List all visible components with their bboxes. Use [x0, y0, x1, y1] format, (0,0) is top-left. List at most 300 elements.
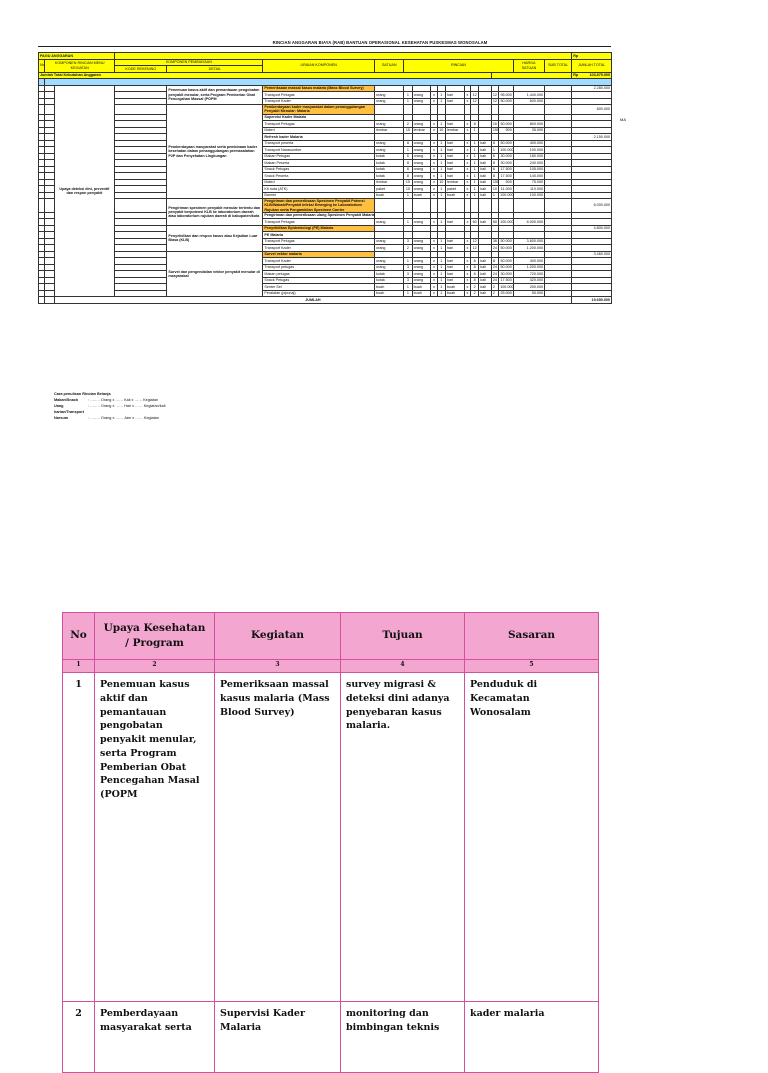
harga-cell: 30.000 — [500, 160, 512, 165]
subtotal-cell: 420.000 — [513, 277, 544, 284]
times-cell: x — [464, 284, 470, 291]
jumlah-total-cell: 2.150.000 — [572, 134, 612, 141]
unit-cell — [412, 199, 431, 213]
qty-cell: 1 — [437, 277, 445, 284]
qty-cell: 3 — [404, 238, 412, 245]
unit-cell — [479, 105, 492, 115]
unit-cell: orang — [412, 186, 431, 193]
header-sub-total: SUB TOTAL — [545, 59, 572, 72]
jumlah-total-cell: 800.000 — [572, 105, 612, 115]
jumlah-total-cell: 6.000.000 — [572, 199, 612, 213]
qty-cell — [404, 105, 412, 115]
harga-cell: 100.000 — [500, 284, 514, 289]
qty-cell: 1 — [404, 192, 412, 199]
volume-cell: 1 — [491, 147, 498, 154]
row-upaya: Penemuan kasus aktif dan pemantauan pengobatan penyakit menular, serta Program Pemberian Obat Pencegahan Masal (POPM — [95, 673, 215, 1002]
header-no: No — [39, 59, 45, 72]
times-cell: x — [431, 166, 437, 173]
unit-cell: orang — [412, 179, 431, 186]
blank-cell — [545, 199, 572, 213]
times-cell: x — [464, 245, 470, 252]
unit-cell — [445, 199, 464, 213]
uraian-cell: Kit ruda (ATK) — [263, 186, 375, 193]
qty-cell: 2 — [404, 245, 412, 252]
qty-cell: 1 — [404, 258, 412, 265]
times-cell: x — [464, 127, 470, 134]
title-divider — [38, 46, 611, 47]
subtotal-cell: 50.000 — [513, 290, 544, 297]
total-value: 103.875.000 — [589, 73, 610, 78]
program-table — [62, 612, 599, 1073]
kode-rekening-cell — [115, 105, 167, 115]
row-sasaran: Penduduk di Kecamatan Wonosalam — [465, 673, 599, 1002]
times-cell: x — [431, 186, 437, 193]
kegiatan-cell: Survei dan pengendalian vektor penyakit menular di masyarakat — [167, 251, 263, 297]
volume-cell: 2 — [491, 290, 498, 297]
times-cell: x — [431, 264, 437, 271]
unit-cell: kali — [479, 277, 492, 284]
unit-cell — [445, 105, 464, 115]
unit-cell: orang — [412, 277, 431, 284]
harga-cell: 50.000 — [500, 141, 512, 146]
subtotal-cell: 105.000 — [513, 166, 544, 173]
qty-cell: 1 — [437, 166, 445, 173]
unit-cell: kali — [479, 264, 492, 271]
satuan-cell: lembar — [375, 127, 404, 134]
harga-cell: 17.500 — [500, 173, 512, 178]
qty-cell: 8 — [471, 264, 479, 271]
unit-cell: hari — [445, 173, 464, 180]
harga-cell: 500 — [499, 179, 514, 186]
satuan-cell: kotak — [375, 173, 404, 180]
qty-cell: 1 — [437, 121, 445, 128]
side-note: MA — [620, 117, 626, 122]
qty-cell: 1 — [471, 160, 479, 167]
satuan-cell: kotak — [375, 166, 404, 173]
qty-cell: 12 — [471, 238, 479, 245]
header-jumlah-total: JUMLAH TOTAL — [572, 59, 612, 72]
volume-cell: 2 — [491, 284, 498, 291]
satuan-cell: orang — [375, 98, 404, 105]
program-table-header — [63, 613, 599, 660]
harga-cell: 50.000 — [500, 265, 512, 270]
kegiatan-cell: Penemuan kasus aktif dan pemantauan pengobatan penyakit menular, serta Program Pemberian Obat Pencegahan Massal (POPM — [167, 85, 263, 105]
times-cell: x — [431, 160, 437, 167]
legend-row — [54, 403, 165, 415]
harga-cell: 30.000 — [500, 154, 512, 159]
qty-cell: 1 — [404, 98, 412, 105]
times-cell: x — [464, 160, 470, 167]
times-cell: x — [431, 284, 437, 291]
uraian-highlight: Pemeriksaan massal kasus malaria (Mass Blood Survey) — [263, 85, 375, 92]
legend-row — [54, 415, 165, 421]
unit-cell: kali — [479, 179, 492, 186]
qty-cell: 6 — [404, 153, 412, 160]
qty-cell: 2 — [471, 284, 479, 291]
volume-cell: 6 — [491, 166, 498, 173]
satuan-cell: orang — [375, 219, 404, 226]
pagu-rp: Rp — [572, 53, 612, 60]
qty-cell: 1 — [437, 186, 445, 193]
unit-cell: buah — [445, 192, 464, 199]
qty-cell: 2 — [404, 121, 412, 128]
unit-cell: buah — [412, 192, 431, 199]
unit-cell: hari — [445, 245, 464, 252]
subtotal-cell: 6.000.000 — [513, 219, 544, 226]
times-cell: x — [464, 290, 470, 297]
uraian-cell: Makan Peserta — [263, 160, 375, 167]
unit-cell: orang — [412, 147, 431, 154]
qty-cell: 1 — [437, 192, 445, 199]
harga-cell: 50.000 — [500, 239, 512, 244]
qty-cell: 8 — [471, 277, 479, 284]
qty-cell: 60 — [471, 219, 479, 226]
volume-cell: 8 — [491, 160, 498, 167]
qty-cell: 1 — [471, 186, 479, 193]
qty-cell: 3 — [404, 264, 412, 271]
rab-sub-cell — [45, 297, 54, 304]
times-cell: x — [431, 121, 437, 128]
subtotal-cell: 140.000 — [513, 173, 544, 180]
uraian-cell: Snack Petugas — [263, 166, 375, 173]
unit-cell: orang — [412, 140, 431, 147]
qty-cell: 8 — [471, 121, 479, 128]
satuan-cell: orang — [375, 245, 404, 252]
satuan-cell: orang — [375, 121, 404, 128]
qty-cell: 1 — [437, 245, 445, 252]
qty-cell: 1 — [404, 219, 412, 226]
column-number: 1 — [63, 660, 95, 673]
unit-cell: kali — [479, 258, 492, 265]
times-cell: x — [464, 166, 470, 173]
header-satuan: SATUAN — [375, 59, 404, 72]
satuan-cell: paket — [375, 186, 404, 193]
qty-cell: 8 — [404, 173, 412, 180]
times-cell: x — [464, 140, 470, 147]
header-detail: DETAIL — [167, 66, 263, 73]
uraian-cell: PE Malaria — [263, 232, 375, 239]
times-cell: x — [431, 153, 437, 160]
times-cell: x — [431, 271, 437, 278]
satuan-cell: orang — [375, 258, 404, 265]
column-number: 5 — [465, 660, 599, 673]
volume-cell: 8 — [491, 173, 498, 180]
qty-cell: 1 — [437, 98, 445, 105]
times-cell: x — [431, 147, 437, 154]
unit-cell: orang — [412, 160, 431, 167]
uraian-highlight: Penyelidikan Epidemiologi (PE) Malaria — [263, 225, 375, 232]
qty-cell: 1 — [471, 179, 479, 186]
volume-cell — [491, 105, 498, 115]
row-sasaran: kader malaria — [465, 1002, 599, 1073]
volume-cell: 24 — [492, 245, 497, 250]
unit-cell: orang — [412, 264, 431, 271]
legend-label: Uang harian/Transport — [54, 404, 84, 414]
volume-cell: 60 — [492, 219, 497, 224]
header-rincian: RINCIAN — [404, 59, 514, 72]
qty-cell: 12 — [471, 92, 479, 99]
kegiatan-cell: Pengiriman spesimen penyakit menular tertentu dan penyakit berpotensi KLB ke laboratorium daerah atau laboratorium rujukan daerah di kabupaten/kota — [167, 199, 263, 226]
rab-row — [39, 199, 612, 213]
subtotal-cell: 35.000 — [513, 127, 544, 134]
qty-cell: 1 — [471, 173, 479, 180]
uraian-cell: Transport Kader — [263, 258, 375, 265]
jumlah-total-cell: 3.460.000 — [572, 251, 612, 258]
qty-cell: 15 — [404, 179, 412, 186]
qty-cell: 8 — [471, 258, 479, 265]
kode-rekening-cell — [115, 199, 167, 213]
unit-cell: orang — [412, 245, 431, 252]
uraian-highlight: Pemberdayaan kader masyarakat dalam penanggulangan Penyakit Menular: Malaria — [263, 105, 375, 115]
subtotal-cell: 1.200.000 — [513, 245, 544, 252]
volume-cell: 24 — [492, 278, 497, 283]
volume-cell: 36 — [492, 239, 497, 244]
jumlah-total-cell: 4.800.000 — [572, 225, 612, 232]
times-cell: x — [431, 173, 437, 180]
uraian-cell: Transport Petugas — [263, 238, 375, 245]
unit-cell: hari — [445, 153, 464, 160]
qty-cell: 8 — [404, 140, 412, 147]
subtotal-cell: 75.000 — [513, 179, 544, 186]
rab-table — [38, 52, 612, 304]
uraian-cell: Snack Peserta — [263, 173, 375, 180]
uraian-cell: Refresh kader Malaria — [263, 134, 375, 141]
subtotal-cell — [513, 199, 544, 213]
row-tujuan: monitoring dan bimbingan teknis — [341, 1002, 465, 1073]
qty-cell: 12 — [471, 98, 479, 105]
satuan-cell: kotak — [375, 277, 404, 284]
satuan-cell: buah — [375, 290, 404, 297]
subtotal-cell: 100.000 — [513, 192, 544, 199]
harga-cell: 50.000 — [500, 121, 512, 126]
harga-cell: 50.000 — [500, 258, 512, 263]
jumlah-value: 19.650.000 — [572, 297, 612, 304]
harga-cell: 17.500 — [500, 167, 512, 172]
unit-cell: kali — [479, 166, 492, 173]
unit-cell: kali — [479, 290, 492, 297]
legend-title: Cara penulisan Rincian Belanja — [54, 392, 111, 396]
times-cell: x — [464, 173, 470, 180]
unit-cell: orang — [412, 166, 431, 173]
qty-cell: 1 — [437, 264, 445, 271]
uraian-cell: Transport Narasumber — [263, 147, 375, 154]
legend-text: : …….. Orang x …… Kali x …… Kegiatan — [88, 398, 159, 402]
harga-cell: 50.000 — [500, 245, 512, 250]
uraian-cell: Transport Petugas — [263, 121, 375, 128]
times-cell: x — [464, 98, 470, 105]
subtotal-cell: 240.000 — [513, 160, 544, 167]
unit-cell: kali — [479, 153, 492, 160]
unit-cell: kali — [479, 271, 492, 278]
times-cell: x — [464, 153, 470, 160]
qty-cell: 1 — [437, 258, 445, 265]
uraian-cell: Transport Kader — [263, 98, 375, 105]
unit-cell: lembar — [445, 127, 464, 134]
uraian-cell: Materi — [263, 179, 375, 186]
satuan-cell: orang — [375, 147, 404, 154]
row-no: 1 — [63, 673, 95, 1002]
unit-cell: hari — [445, 166, 464, 173]
unit-cell: hari — [445, 264, 464, 271]
unit-cell: kali — [479, 219, 492, 226]
volume-cell: 6 — [491, 153, 498, 160]
volume-cell: 12 — [492, 99, 497, 104]
uraian-cell: Peralatan (pipunaj) — [263, 290, 375, 297]
times-cell: x — [464, 186, 470, 193]
volume-cell — [491, 199, 498, 213]
unit-cell: hari — [445, 92, 464, 99]
qty-cell — [437, 199, 445, 213]
subtotal-cell: 720.000 — [513, 271, 544, 278]
harga-cell: 95.000 — [500, 92, 512, 97]
subtotal-cell: 600.000 — [513, 98, 544, 105]
qty-cell: 1 — [437, 271, 445, 278]
volume-cell: 24 — [492, 265, 497, 270]
times-cell: x — [464, 219, 470, 226]
qty-cell: 1 — [437, 160, 445, 167]
col-header-no: No — [63, 613, 95, 660]
volume-cell: 24 — [492, 271, 497, 276]
satuan-cell — [375, 105, 404, 115]
unit-cell: orang — [412, 238, 431, 245]
volume-cell: 1 — [491, 192, 498, 199]
qty-cell: 1 — [471, 127, 479, 134]
column-number: 4 — [341, 660, 465, 673]
uraian-cell: Supervisi Kader Malaria — [263, 114, 375, 121]
subtotal-cell: 1.200.000 — [513, 264, 544, 271]
harga-cell: 100.000 — [500, 219, 514, 224]
qty-cell — [471, 199, 479, 213]
pagu-label: PAGU ANGGARAN — [39, 53, 115, 60]
satuan-cell: orang — [375, 264, 404, 271]
unit-cell: hari — [445, 238, 464, 245]
qty-cell: 1 — [437, 140, 445, 147]
total-rp: Rp — [573, 73, 579, 78]
qty-cell — [437, 105, 445, 115]
volume-cell: 150 — [492, 180, 500, 185]
unit-cell: kali — [479, 147, 492, 154]
qty-cell: 1 — [437, 219, 445, 226]
rab-table-body — [39, 53, 612, 304]
col-header-kegiatan: Kegiatan — [215, 613, 341, 660]
satuan-cell: buah — [375, 192, 404, 199]
uraian-cell: Materi — [263, 127, 375, 134]
unit-cell: lembar — [412, 127, 431, 134]
qty-cell: 1 — [471, 140, 479, 147]
rab-sub-cell — [45, 105, 54, 115]
qty-cell: 15 — [404, 127, 412, 134]
times-cell: x — [464, 238, 470, 245]
row-no: 2 — [63, 1002, 95, 1073]
unit-cell: buah — [445, 290, 464, 297]
header-kode-rekening: KODE REKENING — [115, 66, 167, 73]
unit-cell: hari — [445, 140, 464, 147]
qty-cell: 1 — [471, 147, 479, 154]
unit-cell: kali — [479, 160, 492, 167]
subtotal-cell: 180.000 — [513, 153, 544, 160]
harga-cell: 30.000 — [500, 271, 512, 276]
upaya-cell: Upaya deteksi dini, preventif dan respon penyakit — [54, 85, 115, 297]
harga-cell: 50.000 — [500, 99, 512, 104]
uraian-highlight: Pengiriman dan pemeriksaan Spesimen Penyakit Potensi KLB/Wabah/Penyakit Infeksi Emerging ke Laboratorium Rujukan serta Pengambilan Spesimen Carrier — [263, 199, 375, 213]
times-cell: x — [464, 264, 470, 271]
legend-text: : …….. Orang x …… Jam x …… Kegiatan — [88, 416, 159, 420]
harga-cell: 17.500 — [500, 278, 512, 283]
legend-label: Narsum — [54, 416, 69, 420]
unit-cell: hari — [445, 121, 464, 128]
qty-cell: 1 — [404, 290, 412, 297]
times-cell: x — [464, 258, 470, 265]
qty-cell: 2 — [471, 290, 479, 297]
times-cell: x — [464, 147, 470, 154]
header-harga-satuan: HARGA SATUAN — [513, 59, 544, 72]
col-header-upaya: Upaya Kesehatan / Program — [95, 613, 215, 660]
volume-cell: 8 — [491, 140, 498, 147]
qty-cell: 10 — [404, 186, 412, 193]
satuan-cell: lembar — [375, 179, 404, 186]
unit-cell: orang — [412, 121, 431, 128]
subtotal-cell: 400.000 — [513, 258, 544, 265]
times-cell: x — [431, 140, 437, 147]
qty-cell: 1 — [437, 173, 445, 180]
legend-text: : …….. Orang x …… Hari x …… Kegiatan/kali — [88, 404, 166, 408]
times-cell: x — [431, 98, 437, 105]
kegiatan-cell: Pemberdayaan masyarakat serta pembinaan kader kesehatan dalam penanggulangan permasalahan P2P dan Penyehatan Lingkungan — [167, 105, 263, 199]
qty-cell: 1 — [437, 153, 445, 160]
unit-cell: kali — [479, 140, 492, 147]
times-cell: x — [431, 290, 437, 297]
qty-cell: 1 — [437, 284, 445, 291]
unit-cell — [412, 105, 431, 115]
jumlah-label: JUMLAH — [54, 297, 572, 304]
satuan-cell: kotak — [375, 160, 404, 167]
unit-cell: orang — [412, 98, 431, 105]
qty-cell: 10 — [437, 127, 445, 134]
subtotal-cell — [513, 105, 544, 115]
times-cell: x — [464, 271, 470, 278]
subtotal-cell: 110.000 — [513, 186, 544, 193]
column-number: 3 — [215, 660, 341, 673]
unit-cell: hari — [445, 147, 464, 154]
unit-cell: orang — [412, 271, 431, 278]
table-row — [63, 673, 599, 1002]
times-cell: x — [431, 238, 437, 245]
harga-cell: 11.000 — [499, 186, 514, 193]
rincian-legend — [54, 391, 165, 421]
unit-cell: buah — [445, 284, 464, 291]
qty-cell: 1 — [404, 284, 412, 291]
table-row — [63, 1002, 599, 1073]
qty-cell: 1 — [404, 92, 412, 99]
volume-cell: 10 — [492, 186, 497, 191]
uraian-cell: Banner — [263, 192, 375, 199]
qty-cell — [404, 199, 412, 213]
unit-cell: hari — [445, 271, 464, 278]
jumlah-total-cell: 2.280.000 — [572, 85, 612, 92]
kegiatan-cell: Penyelidikan dan respon kasus atau Kejadian Luar Biasa (KLB) — [167, 225, 263, 251]
qty-cell: 1 — [437, 290, 445, 297]
times-cell: x — [431, 258, 437, 265]
rab-sub-cell — [45, 199, 54, 213]
unit-cell: buah — [412, 284, 431, 291]
unit-cell: orang — [412, 258, 431, 265]
unit-cell: kali — [479, 284, 492, 291]
times-cell: x — [431, 127, 437, 134]
unit-cell: hari — [445, 277, 464, 284]
harga-cell: 100.000 — [500, 193, 514, 198]
qty-cell: 1 — [437, 147, 445, 154]
col-header-sasaran: Sasaran — [465, 613, 599, 660]
